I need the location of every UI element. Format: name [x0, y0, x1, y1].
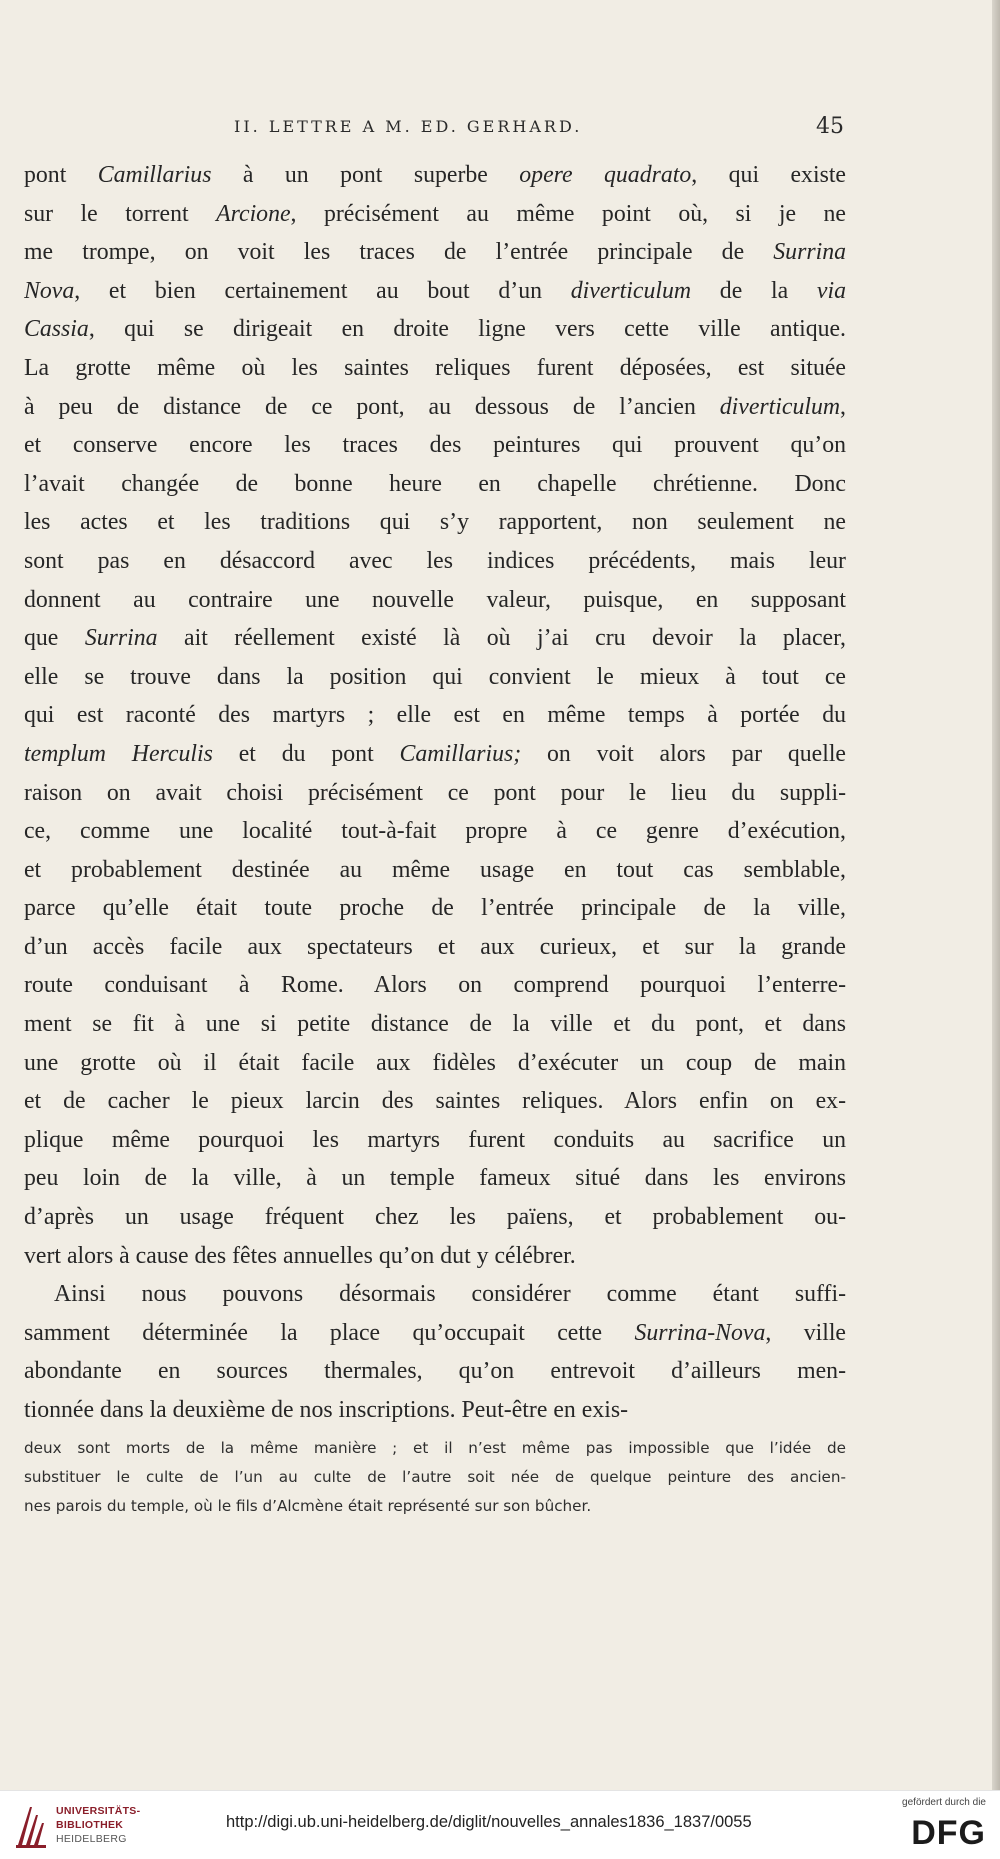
library-name-line-2: BIBLIOTHEK: [56, 1819, 124, 1831]
text-line: [24, 542, 846, 581]
italic-text: diverticulum: [719, 393, 841, 420]
text-run: à peu de distance de ce pont, au dessous de l’ancien: [24, 393, 720, 420]
italic-text: diverticulum: [570, 277, 692, 304]
text-line: [24, 774, 846, 813]
text-line: [24, 1082, 846, 1121]
text-line: [24, 1237, 846, 1276]
text-run: donnent au contraire une nouvelle valeur, puisque, en supposant: [24, 586, 846, 613]
text-run: sur le torrent: [24, 200, 217, 227]
text-line: [24, 619, 846, 658]
text-line: [24, 1044, 846, 1083]
italic-text: Cassia: [24, 316, 89, 343]
text-line: [24, 581, 846, 620]
text-run: , et bien certainement au bout d’un: [74, 277, 571, 304]
text-line: [24, 851, 846, 890]
italic-text: Camillarius;: [399, 740, 522, 767]
text-line: [24, 503, 846, 542]
text-run: et probablement destinée au même usage en tout cas semblable,: [24, 856, 846, 883]
italic-text: Surrina: [773, 239, 846, 266]
text-line: [24, 1159, 846, 1198]
italic-text: Camillarius: [97, 162, 212, 188]
text-line: [24, 966, 846, 1005]
text-line: [24, 696, 846, 735]
text-run: me trompe, on voit les traces de l’entrée principale de: [24, 239, 774, 266]
text-line: [24, 156, 846, 195]
text-line: [24, 233, 846, 272]
text-run: d’après un usage fréquent chez les païens, et probablement ou-: [24, 1204, 846, 1231]
running-header: [24, 110, 844, 144]
funding-note: gefördert durch die: [902, 1797, 986, 1808]
text-run: et du pont: [212, 740, 400, 767]
text-run: plique même pourquoi les martyrs furent conduits au sacrifice un: [24, 1126, 846, 1153]
text-run: ce, comme une localité tout-à-fait propre à ce genre d’exécution,: [24, 818, 846, 845]
text-line: [24, 928, 846, 967]
italic-text: Surrina: [84, 625, 158, 652]
page-number: 45: [816, 114, 844, 139]
text-line: [24, 195, 846, 234]
text-run: , qui existe: [691, 162, 846, 188]
text-run: samment déterminée la place qu’occupait cette: [24, 1319, 635, 1346]
text-run: on voit alors par quelle: [521, 740, 846, 767]
text-line: [24, 1198, 846, 1237]
text-run: à un pont superbe: [211, 162, 520, 188]
text-run: qui est raconté des martyrs ; elle est en même temps à portée du: [24, 702, 846, 729]
text-run: ,: [840, 393, 846, 420]
footnote-line: deux sont morts de la même manière ; et il n’est même pas impossible que l’idée de: [24, 1439, 846, 1457]
text-run: , précisément au même point où, si je ne: [290, 200, 846, 227]
text-run: l’avait changée de bonne heure en chapelle chrétienne. Donc: [24, 470, 846, 497]
footnote-line: substituer le culte de l’un au culte de l’autre soit née de quelque peinture des ancien-: [24, 1468, 846, 1486]
text-line: [24, 812, 846, 851]
text-line: [24, 272, 846, 311]
running-title: II. LETTRE A M. ED. GERHARD.: [234, 117, 583, 136]
text-line: [24, 735, 846, 774]
library-name: [56, 1804, 140, 1846]
viewer-footer: [0, 1790, 1000, 1859]
text-line: [24, 1005, 846, 1044]
text-line: [24, 310, 846, 349]
text-run: abondante en sources thermales, qu’on entrevoit d’ailleurs men-: [24, 1358, 846, 1385]
text-line: [24, 349, 846, 388]
italic-text: via: [816, 277, 846, 304]
text-run: ment se fit à une si petite distance de la ville et du pont, et dans: [24, 1011, 846, 1038]
italic-text: Surrina-Nova: [634, 1319, 766, 1346]
text-line: [24, 465, 846, 504]
text-run: une grotte où il était facile aux fidèles d’exécuter un coup de main: [24, 1049, 846, 1076]
text-run: pont: [24, 162, 98, 188]
footnote-block: [24, 1434, 846, 1521]
text-run: les actes et les traditions qui s’y rapportent, non seulement ne: [24, 509, 846, 536]
permalink-url[interactable]: http://digi.ub.uni-heidelberg.de/diglit/nouvelles_annales1836_1837/0055: [226, 1813, 752, 1831]
footnote-line: nes parois du temple, où le fils d’Alcmène était représenté sur son bûcher.: [24, 1497, 592, 1515]
text-line: [24, 1352, 846, 1391]
text-run: Ainsi nous pouvons désormais considérer comme étant suffi-: [54, 1281, 846, 1308]
text-run: ait réellement existé là où j’ai cru devoir la placer,: [157, 625, 846, 652]
text-run: , qui se dirigeait en droite ligne vers cette ville antique.: [88, 316, 846, 343]
text-line: [24, 426, 846, 465]
text-run: et de cacher le pieux larcin des saintes reliques. Alors enfin on ex-: [24, 1088, 846, 1115]
text-run: tionnée dans la deuxième de nos inscriptions. Peut-être en exis-: [24, 1397, 629, 1423]
text-run: elle se trouve dans la position qui convient le mieux à tout ce: [24, 663, 846, 690]
university-library-logo-icon: [12, 1801, 50, 1851]
text-run: de la: [691, 277, 817, 304]
text-line: [24, 388, 846, 427]
text-run: , ville: [765, 1319, 846, 1346]
text-line: [24, 889, 846, 928]
text-run: vert alors à cause des fêtes annuelles qu’on dut y célébrer.: [24, 1242, 576, 1269]
text-run: parce qu’elle était toute proche de l’entrée principale de la ville,: [24, 895, 846, 922]
page-edge-shadow: [992, 0, 1000, 1790]
italic-text: opere quadrato: [519, 162, 692, 188]
italic-text: templum Herculis: [24, 740, 213, 767]
text-run: route conduisant à Rome. Alors on comprend pourquoi l’enterre-: [24, 972, 846, 999]
text-line: [24, 1275, 846, 1314]
text-run: sont pas en désaccord avec les indices précédents, mais leur: [24, 547, 846, 574]
text-line: [24, 1121, 846, 1160]
text-line: [24, 658, 846, 697]
body-text: [24, 156, 846, 1430]
text-line: [24, 1391, 846, 1430]
library-name-line-3: HEIDELBERG: [56, 1833, 127, 1845]
text-line: [24, 1314, 846, 1353]
text-run: d’un accès facile aux spectateurs et aux curieux, et sur la grande: [24, 933, 846, 960]
italic-text: Arcione: [216, 200, 291, 227]
text-run: peu loin de la ville, à un temple fameux situé dans les environs: [24, 1165, 846, 1192]
dfg-logo: DFG: [911, 1814, 986, 1852]
text-run: que: [24, 625, 85, 652]
text-run: et conserve encore les traces des peintures qui prouvent qu’on: [24, 432, 846, 459]
text-run: La grotte même où les saintes reliques furent déposées, est située: [24, 354, 846, 381]
italic-text: Nova: [24, 277, 75, 304]
text-run: raison on avait choisi précisément ce pont pour le lieu du suppli-: [24, 779, 846, 806]
library-name-line-1: UNIVERSITÄTS-: [56, 1805, 141, 1817]
